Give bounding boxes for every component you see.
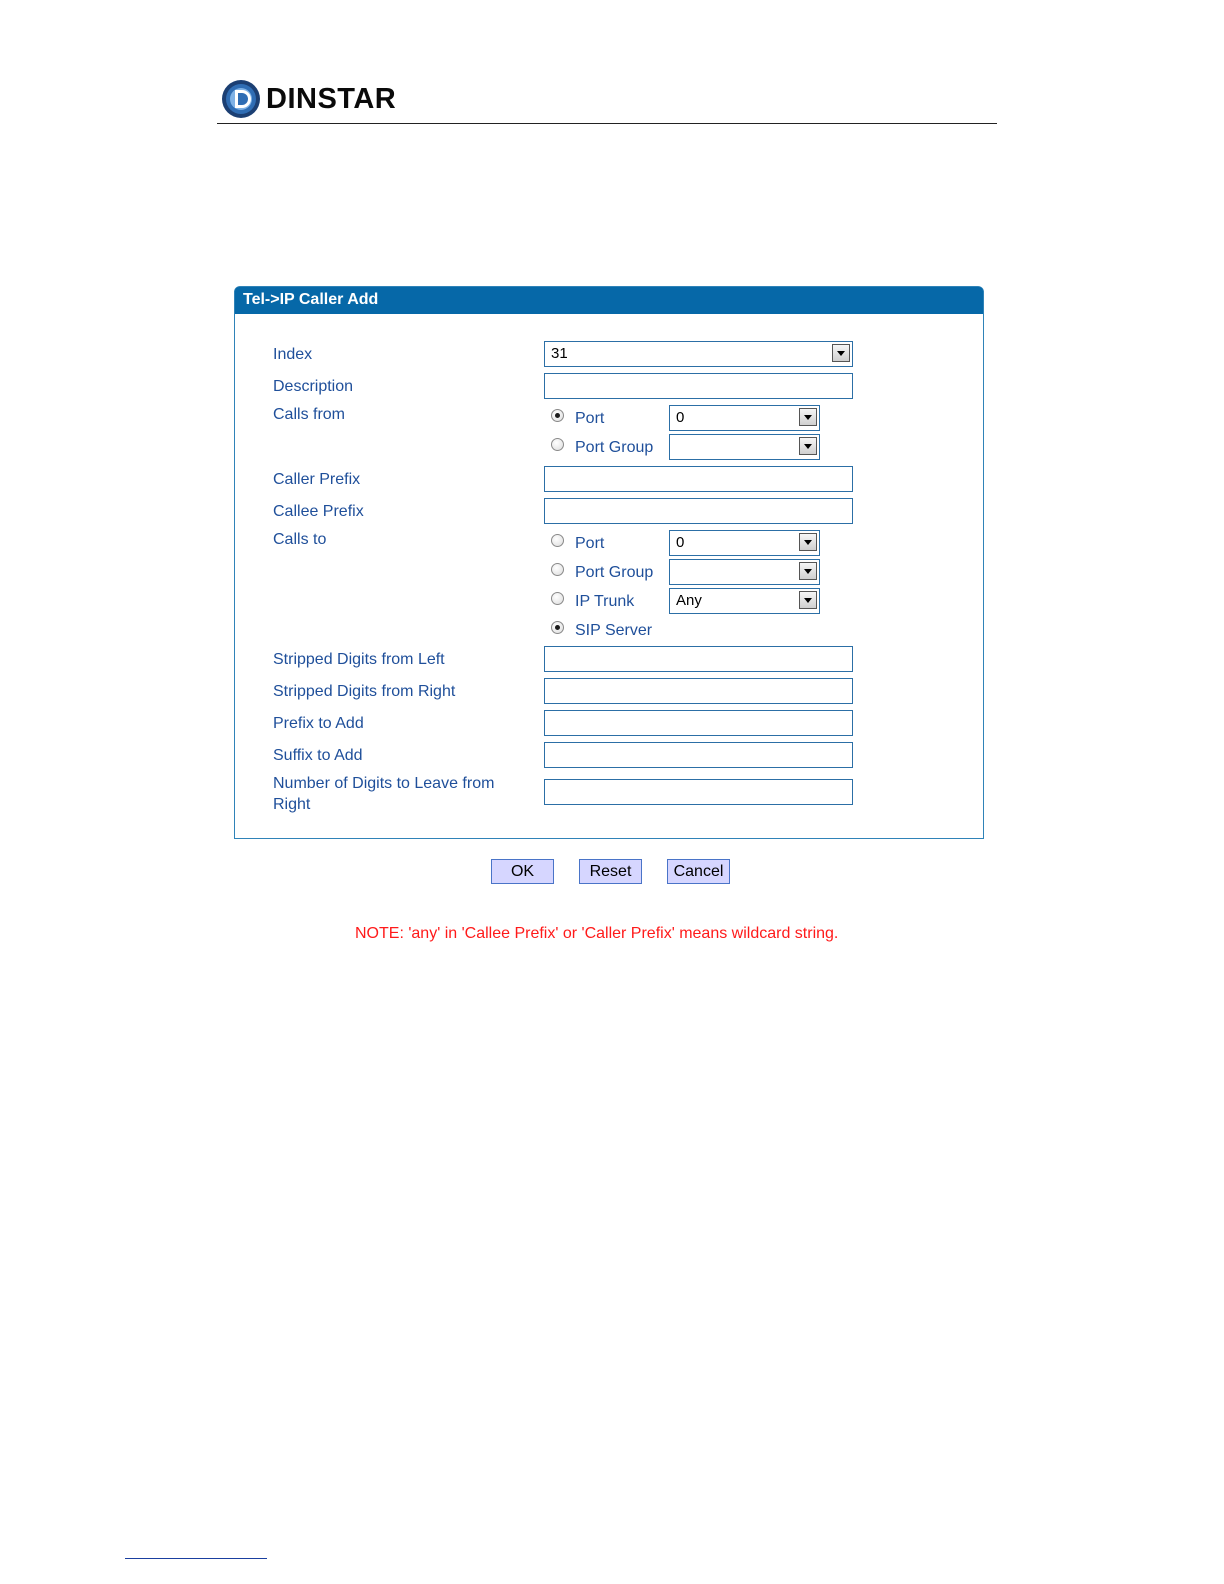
caller-prefix-input[interactable] [544, 466, 853, 492]
callee-prefix-label: Callee Prefix [273, 503, 364, 520]
calls-to-port-label: Port [575, 535, 605, 552]
index-label: Index [273, 346, 313, 363]
calls-to-port-radio[interactable] [551, 534, 564, 547]
callee-prefix-input[interactable] [544, 498, 853, 524]
calls-from-port-group-select[interactable] [669, 434, 820, 460]
calls-from-port-group-radio[interactable] [551, 438, 564, 451]
calls-to-port-value: 0 [676, 534, 685, 551]
prefix-add-input[interactable] [544, 710, 853, 736]
calls-from-port-radio[interactable] [551, 409, 564, 422]
digits-leave-input[interactable] [544, 779, 853, 805]
calls-to-port-group-radio[interactable] [551, 563, 564, 576]
index-value: 31 [551, 345, 568, 362]
calls-to-ip-trunk-radio[interactable] [551, 592, 564, 605]
calls-to-ip-trunk-select[interactable] [669, 588, 820, 614]
calls-to-port-group-label: Port Group [575, 564, 654, 581]
chevron-down-icon[interactable] [832, 344, 850, 362]
panel-title: Tel->IP Caller Add [243, 291, 379, 308]
footer-link-underline [125, 1558, 267, 1559]
suffix-add-input[interactable] [544, 742, 853, 768]
caller-prefix-label: Caller Prefix [273, 471, 361, 488]
calls-to-port-select[interactable] [669, 530, 820, 556]
wildcard-note: NOTE: 'any' in 'Callee Prefix' or 'Caller Prefix' means wildcard string. [355, 925, 839, 942]
calls-from-port-label: Port [575, 410, 605, 427]
reset-button[interactable]: Reset [579, 859, 642, 884]
calls-to-label: Calls to [273, 531, 327, 548]
digits-leave-label-line1: Number of Digits to Leave from [273, 775, 495, 792]
brand-name: DINSTAR [266, 83, 397, 115]
prefix-add-label: Prefix to Add [273, 715, 364, 732]
calls-to-port-group-select[interactable] [669, 559, 820, 585]
stripped-left-input[interactable] [544, 646, 853, 672]
calls-to-ip-trunk-label: IP Trunk [575, 593, 635, 610]
stripped-right-input[interactable] [544, 678, 853, 704]
calls-from-port-group-label: Port Group [575, 439, 654, 456]
description-input[interactable] [544, 373, 853, 399]
digits-leave-label-line2: Right [273, 796, 311, 813]
cancel-button[interactable]: Cancel [667, 859, 730, 884]
dinstar-logo-icon [221, 79, 261, 119]
stripped-right-label: Stripped Digits from Right [273, 683, 456, 700]
panel-title-bar [235, 287, 983, 314]
calls-from-port-select[interactable] [669, 405, 820, 431]
header-divider [217, 123, 997, 124]
description-label: Description [273, 378, 354, 395]
calls-from-label: Calls from [273, 406, 346, 423]
chevron-down-icon[interactable] [799, 591, 817, 609]
chevron-down-icon[interactable] [799, 408, 817, 426]
calls-from-port-value: 0 [676, 409, 685, 426]
calls-to-ip-trunk-value: Any [676, 592, 702, 609]
calls-to-sip-server-label: SIP Server [575, 622, 653, 639]
calls-to-sip-server-radio[interactable] [551, 621, 564, 634]
stripped-left-label: Stripped Digits from Left [273, 651, 445, 668]
chevron-down-icon[interactable] [799, 533, 817, 551]
index-select[interactable] [544, 341, 853, 367]
chevron-down-icon[interactable] [799, 562, 817, 580]
ok-button[interactable]: OK [491, 859, 554, 884]
chevron-down-icon[interactable] [799, 437, 817, 455]
suffix-add-label: Suffix to Add [273, 747, 363, 764]
